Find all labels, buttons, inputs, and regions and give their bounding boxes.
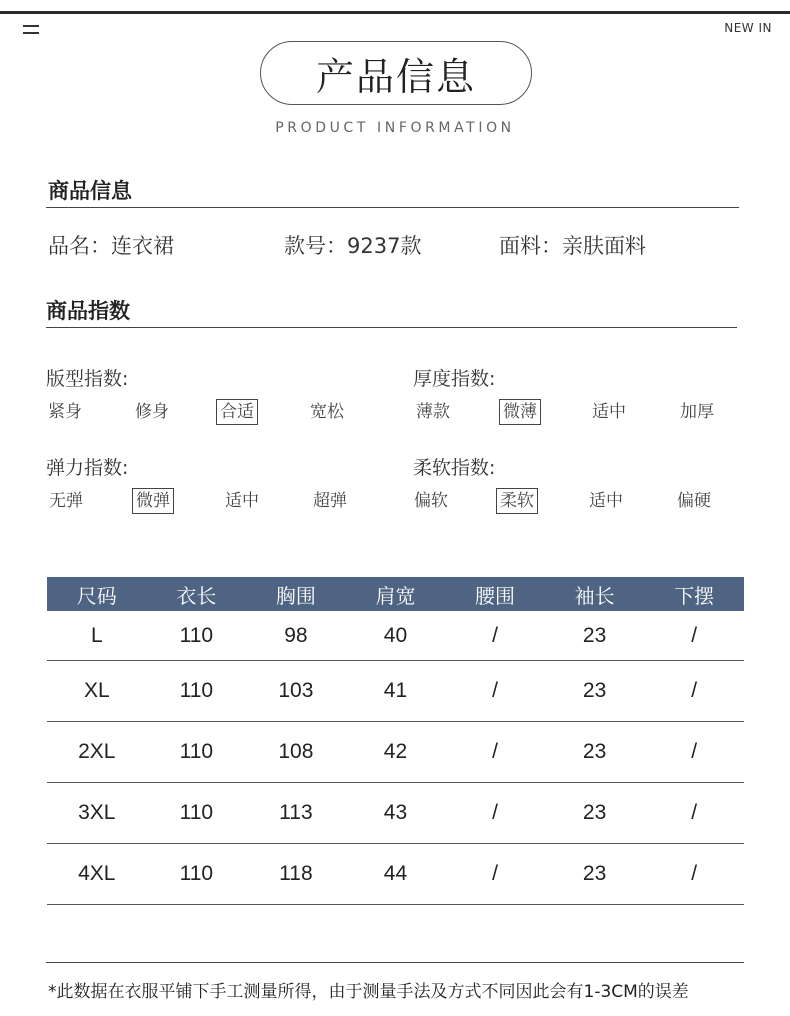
waist-cell: / (445, 783, 545, 844)
chest-cell: 113 (246, 783, 346, 844)
column-header: 胸围 (246, 577, 346, 611)
sleeve-cell: 23 (545, 611, 645, 661)
menu-icon[interactable] (23, 25, 39, 37)
shoulder-cell: 42 (346, 722, 446, 783)
hem-cell: / (644, 844, 744, 905)
thickness-option-selected: 微薄 (499, 399, 541, 425)
indices-heading: 商品指数 (46, 299, 130, 323)
elasticity-option-selected: 微弹 (132, 488, 174, 514)
length-cell: 110 (147, 611, 247, 661)
chest-cell: 103 (246, 661, 346, 722)
indices-divider (46, 327, 737, 328)
chest-cell: 118 (246, 844, 346, 905)
shoulder-cell: 40 (346, 611, 446, 661)
fit-option-selected: 合适 (216, 399, 258, 425)
hem-cell: / (644, 722, 744, 783)
product-fabric: 面料：亲肤面料 (499, 234, 646, 258)
page-title: 产品信息 (315, 54, 476, 99)
waist-cell: / (445, 611, 545, 661)
elasticity-option: 超弹 (313, 491, 347, 511)
softness-option-selected: 柔软 (496, 488, 538, 514)
column-header: 尺码 (47, 577, 147, 611)
waist-cell: / (445, 661, 545, 722)
size-cell: 4XL (47, 844, 147, 905)
length-cell: 110 (147, 661, 247, 722)
fit-option: 紧身 (48, 402, 82, 422)
product-info-divider (46, 207, 739, 208)
thickness-option: 加厚 (680, 402, 714, 422)
softness-option: 偏硬 (677, 491, 711, 511)
column-header: 下摆 (644, 577, 744, 611)
column-header: 肩宽 (346, 577, 446, 611)
page-subtitle: PRODUCT INFORMATION (275, 120, 515, 136)
size-cell: 2XL (47, 722, 147, 783)
column-header: 衣长 (147, 577, 247, 611)
table-row (47, 844, 744, 905)
shoulder-cell: 44 (346, 844, 446, 905)
thickness-option: 适中 (592, 402, 626, 422)
product-info-heading: 商品信息 (48, 179, 132, 203)
length-cell: 110 (147, 844, 247, 905)
column-header: 腰围 (445, 577, 545, 611)
shoulder-cell: 43 (346, 783, 446, 844)
softness-option: 偏软 (414, 491, 448, 511)
size-table (47, 577, 744, 905)
column-header: 袖长 (545, 577, 645, 611)
size-cell: L (47, 611, 147, 661)
chest-cell: 98 (246, 611, 346, 661)
waist-cell: / (445, 722, 545, 783)
table-row (47, 783, 744, 844)
elasticity-option: 适中 (225, 491, 259, 511)
table-row (47, 661, 744, 722)
elasticity-index-label: 弹力指数: (46, 457, 129, 479)
softness-option: 适中 (589, 491, 623, 511)
footnote-divider (46, 962, 744, 963)
hem-cell: / (644, 661, 744, 722)
chest-cell: 108 (246, 722, 346, 783)
sleeve-cell: 23 (545, 722, 645, 783)
hem-cell: / (644, 611, 744, 661)
product-style-number: 款号：9237款 (284, 234, 422, 258)
thickness-index-label: 厚度指数: (413, 368, 496, 390)
table-row (47, 722, 744, 783)
product-name: 品名：连衣裙 (48, 234, 174, 258)
softness-index-label: 柔软指数: (413, 457, 496, 479)
fit-option: 修身 (135, 402, 169, 422)
size-cell: 3XL (47, 783, 147, 844)
measurement-footnote: *此数据在衣服平铺下手工测量所得，由于测量手法及方式不同因此会有1-3CM的误差 (48, 982, 689, 1002)
fit-option: 宽松 (310, 402, 344, 422)
length-cell: 110 (147, 783, 247, 844)
shoulder-cell: 41 (346, 661, 446, 722)
table-header-row (47, 577, 744, 611)
new-in-label: NEW IN (724, 21, 772, 35)
hem-cell: / (644, 783, 744, 844)
title-pill (260, 41, 532, 105)
size-cell: XL (47, 661, 147, 722)
sleeve-cell: 23 (545, 661, 645, 722)
sleeve-cell: 23 (545, 844, 645, 905)
top-border-line (0, 11, 790, 14)
table-row (47, 611, 744, 661)
elasticity-option: 无弹 (49, 491, 83, 511)
fit-index-label: 版型指数: (46, 368, 129, 390)
sleeve-cell: 23 (545, 783, 645, 844)
length-cell: 110 (147, 722, 247, 783)
thickness-option: 薄款 (416, 402, 450, 422)
waist-cell: / (445, 844, 545, 905)
